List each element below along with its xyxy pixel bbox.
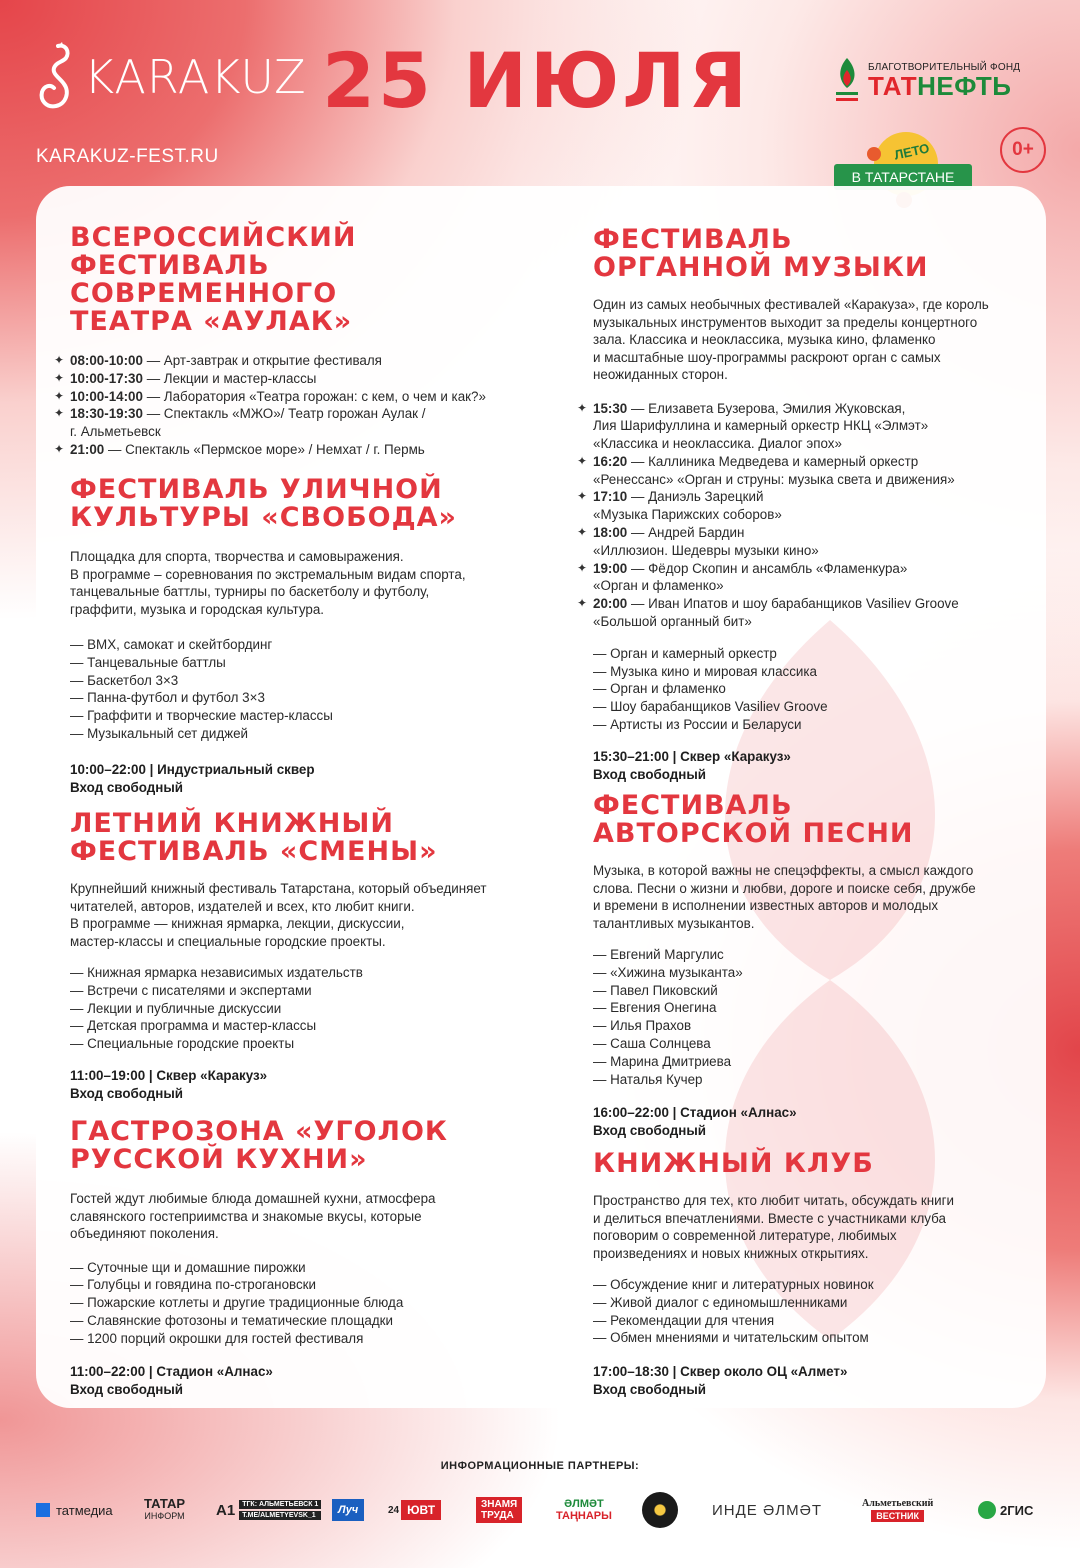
schedule-item: ✦ 18:30-19:30 — Спектакль «МЖО»/ Театр горожан Аулак / <box>54 406 426 422</box>
schedule-item: «Ренессанс» «Орган и струны: музыка света и движения» <box>593 471 955 487</box>
schedule-item: «Иллюзион. Шедевры музыки кино» <box>593 542 819 558</box>
list-item: — Лекции и публичные дискуссии <box>70 1000 282 1016</box>
partner-yuvt[interactable]: 24 ЮВТ <box>388 1490 441 1530</box>
partner-tatar-inform[interactable]: ТАТАР ИНФОРМ <box>144 1496 186 1521</box>
list-item: — Танцевальные баттлы <box>70 654 226 670</box>
event-date: 25 ИЮЛЯ <box>322 36 750 125</box>
section-song <box>593 792 1033 1140</box>
sponsor-name-b: НЕФТЬ <box>917 70 1012 101</box>
street-title: ФЕСТИВАЛЬ УЛИЧНОЙ КУЛЬТУРЫ «СВОБОДА» <box>70 474 457 533</box>
summer-top-text: ЛЕТО <box>892 140 931 163</box>
list-item: — Илья Прахов <box>593 1018 692 1034</box>
list-item: — Артисты из России и Беларуси <box>593 717 802 733</box>
aulak-title: ВСЕРОССИЙСКИЙ ФЕСТИВАЛЬ СОВРЕМЕННОГО ТЕАТРА «АУЛАК» <box>70 222 357 337</box>
song-items <box>593 946 1033 1088</box>
star-icon: ✦ <box>577 560 588 575</box>
star-icon: ✦ <box>577 489 588 504</box>
gastro-desc: Гостей ждут любимые блюда домашней кухни, атмосфера славянского гостеприимства и знакомые вкусы, которые объединяют поколения. <box>70 1191 436 1241</box>
tatmedia-icon <box>36 1503 50 1517</box>
list-item: — Орган и камерный оркестр <box>593 645 777 661</box>
partner-inde-almet[interactable]: ИНДЕ ӘЛМӘТ <box>712 1501 823 1519</box>
section-street <box>70 476 550 797</box>
list-item: — Граффити и творческие мастер-классы <box>70 708 333 724</box>
schedule-item: ✦ 19:00 — Фёдор Скопин и ансамбль «Фламенкура» <box>577 560 908 576</box>
partner-tatmedia[interactable]: татмедиа <box>36 1490 113 1530</box>
song-title: ФЕСТИВАЛЬ АВТОРСКОЙ ПЕСНИ <box>593 790 914 849</box>
schedule-item: ✦ 20:00 — Иван Ипатов и шоу барабанщиков Vasiliev Groove <box>577 596 959 612</box>
partner-round-logo[interactable] <box>642 1490 678 1530</box>
list-item: — Пожарские котлеты и другие традиционные блюда <box>70 1295 404 1311</box>
list-item: — Рекомендации для чтения <box>593 1312 775 1328</box>
list-item: — Евгения Онегина <box>593 1000 717 1016</box>
list-item: — Баскетбол 3×3 <box>70 672 179 688</box>
organ-items <box>593 645 1033 734</box>
list-item: — Наталья Кучер <box>593 1071 703 1087</box>
partners-title: ИНФОРМАЦИОННЫЕ ПАРТНЕРЫ: <box>440 1460 640 1472</box>
section-club <box>593 1150 1033 1399</box>
star-icon: ✦ <box>54 406 65 421</box>
section-gastro <box>70 1118 550 1399</box>
list-item: — Панна-футбол и футбол 3×3 <box>70 690 265 706</box>
list-item: — Орган и фламенко <box>593 681 726 697</box>
list-item: — «Хижина музыканта» <box>593 964 743 980</box>
schedule-item: ✦ 18:00 — Андрей Бардин <box>577 525 745 541</box>
swan-icon <box>36 42 80 112</box>
organ-entry: Вход свободный <box>593 766 707 782</box>
list-item: — Музыкальный сет диджей <box>70 725 249 741</box>
schedule-item: «Большой органный бит» <box>593 614 752 630</box>
star-icon: ✦ <box>54 370 65 385</box>
song-place: 16:00–22:00 | Стадион «Алнас» <box>593 1105 797 1121</box>
organ-title: ФЕСТИВАЛЬ ОРГАННОЙ МУЗЫКИ <box>593 224 929 283</box>
list-item: — BMX, самокат и скейтбординг <box>70 637 273 652</box>
site-link[interactable]: KARAKUZ-FEST.RU <box>36 146 219 167</box>
gastro-title: ГАСТРОЗОНА «УГОЛОК РУССКОЙ КУХНИ» <box>70 1116 448 1175</box>
list-item: — 1200 порций окрошки для гостей фестиваля <box>70 1330 364 1346</box>
section-organ <box>577 224 1033 784</box>
street-entry: Вход свободный <box>70 779 184 795</box>
list-item: — Обсуждение книг и литературных новинок <box>593 1277 874 1292</box>
schedule-item: «Орган и фламенко» <box>593 578 724 594</box>
partners-row <box>36 1490 1048 1530</box>
schedule-item: ✦ 17:10 — Даниэль Зарецкий <box>577 489 764 505</box>
tatneft-flame-icon <box>832 56 862 104</box>
schedule-item: ✦ 21:00 — Спектакль «Пермское море» / Немхат / г. Пермь <box>54 441 425 457</box>
logo-text: KARAKUZ <box>84 50 307 104</box>
schedule-item: ✦ 10:00-14:00 — Лаборатория «Театра горожан: с кем, о чем и как?» <box>54 388 486 404</box>
karakuz-logo[interactable] <box>36 42 307 112</box>
books-entry: Вход свободный <box>70 1085 184 1101</box>
organ-desc: Один из самых необычных фестивалей «Каракуза», где король музыкальных инструментов выходит за пределы концертного зала. Классика и неоклассика, музыка кино, фламенко и масштабные шоу-программы раскроют орган с самых неожиданных сторон. <box>593 297 989 382</box>
gastro-entry: Вход свободный <box>70 1382 184 1398</box>
list-item: — Обмен мнениями и читательским опытом <box>593 1330 869 1346</box>
list-item: — Саша Солнцева <box>593 1035 711 1051</box>
partner-vestnik[interactable]: Альметьевский ВЕСТНИК <box>862 1498 934 1521</box>
club-items <box>593 1276 1033 1347</box>
list-item: — Павел Пиковский <box>593 982 718 998</box>
aulak-schedule <box>54 352 550 459</box>
sponsor-name <box>868 70 1020 101</box>
list-item: — Детская программа и мастер-классы <box>70 1018 317 1034</box>
song-desc: Музыка, в которой важны не спецэффекты, а смысл каждого слова. Песни о жизни и любви, дороге и поиске себя, дружбе и времени в исполнении известных авторов и молодых талантливых музыкантов. <box>593 863 976 931</box>
list-item: — Голубцы и говядина по-строгановски <box>70 1277 317 1293</box>
organ-schedule <box>577 400 1033 631</box>
schedule-item: ✦ 10:00-17:30 — Лекции и мастер-классы <box>54 370 317 386</box>
list-item: — Евгений Маргулис <box>593 947 724 962</box>
sponsor-subtitle: БЛАГОТВОРИТЕЛЬНЫЙ ФОНД <box>868 61 1021 73</box>
schedule-item: г. Альметьевск <box>70 424 161 440</box>
schedule-item: ✦ 16:20 — Каллиника Медведева и камерный оркестр <box>577 453 919 469</box>
list-item: — Суточные щи и домашние пирожки <box>70 1259 306 1275</box>
star-icon: ✦ <box>54 441 65 456</box>
2gis-icon <box>978 1501 996 1519</box>
list-item: — Специальные городские проекты <box>70 1036 295 1052</box>
club-title: КНИЖНЫЙ КЛУБ <box>593 1148 874 1179</box>
summer-main-text: В ТАТАРСТАНЕ <box>834 164 972 190</box>
list-item: — Музыка кино и мировая классика <box>593 663 817 679</box>
list-item: — Книжная ярмарка независимых издательств <box>70 965 363 980</box>
books-desc: Крупнейший книжный фестиваль Татарстана, который объединяет читателей, авторов, издателей и всех, кто любит книги. В программе — книжная ярмарка, лекции, дискуссии, мастер-классы и специальные городские проекты. <box>70 881 487 949</box>
books-title: ЛЕТНИЙ КНИЖНЫЙ ФЕСТИВАЛЬ «СМЕНЫ» <box>70 808 438 867</box>
star-icon: ✦ <box>54 353 65 367</box>
club-entry: Вход свободный <box>593 1382 707 1398</box>
schedule-item: ✦ 08:00-10:00 — Арт-завтрак и открытие фестиваля <box>54 353 382 368</box>
club-place: 17:00–18:30 | Сквер около ОЦ «Алмет» <box>593 1364 848 1380</box>
books-items <box>70 964 550 1053</box>
schedule-item: Лия Шарифуллина и камерный оркестр НКЦ «Элмэт» <box>593 418 929 434</box>
sponsor-name-a: ТАТ <box>868 70 918 101</box>
list-item: — Живой диалог с единомышленниками <box>593 1294 848 1310</box>
street-desc: Площадка для спорта, творчества и самовыражения. В программе – соревнования по экстремальным видам спорта, танцевальные баттлы, турниры по баскетболу и футболу, граффити, музыка и городская культура. <box>70 549 466 617</box>
schedule-item: ✦ 15:30 — Елизавета Бузерова, Эмилия Жуковская, <box>577 400 906 416</box>
star-icon: ✦ <box>577 400 588 415</box>
street-place: 10:00–22:00 | Индустриальный сквер <box>70 761 315 777</box>
list-item: — Встречи с писателями и экспертами <box>70 982 312 998</box>
gastro-items <box>70 1259 550 1348</box>
books-place: 11:00–19:00 | Сквер «Каракуз» <box>70 1067 268 1083</box>
list-item: — Славянские фотозоны и тематические площадки <box>70 1312 393 1328</box>
partner-luch[interactable]: Луч <box>332 1490 364 1530</box>
partner-almetyevsk1[interactable]: А1 ТГК: АЛЬМЕТЬЕВСК 1 T.ME/ALMETYEVSK_1 <box>216 1490 321 1530</box>
star-icon: ✦ <box>577 453 588 468</box>
gastro-place: 11:00–22:00 | Стадион «Алнас» <box>70 1364 273 1380</box>
song-entry: Вход свободный <box>593 1123 707 1139</box>
partner-2gis[interactable]: 2ГИС <box>978 1490 1033 1530</box>
star-icon: ✦ <box>577 596 588 611</box>
partner-znamya-truda[interactable]: ЗНАМЯ ТРУДА <box>476 1490 522 1530</box>
organ-place: 15:30–21:00 | Сквер «Каракуз» <box>593 748 791 764</box>
street-items <box>70 636 550 743</box>
schedule-item: «Музыка Парижских соборов» <box>593 507 782 523</box>
age-rating-badge: 0+ <box>1000 127 1046 173</box>
schedule-item: «Классика и неоклассика. Диалог эпох» <box>593 436 842 452</box>
star-icon: ✦ <box>577 525 588 540</box>
round-logo-icon <box>642 1492 678 1528</box>
club-desc: Пространство для тех, кто любит читать, обсуждать книги и делиться впечатлениями. Вместе с участниками клуба поговорим о современной литературе, любимых произведениях и новых книжных открытиях. <box>593 1193 954 1261</box>
list-item: — Марина Дмитриева <box>593 1053 732 1069</box>
section-aulak <box>54 222 550 459</box>
tatneft-logo[interactable] <box>832 56 1020 104</box>
partner-almet-tannary[interactable]: ӘЛМӘТ ТАҢНАРЫ <box>556 1498 612 1522</box>
star-icon: ✦ <box>54 388 65 403</box>
list-item: — Шоу барабанщиков Vasiliev Groove <box>593 699 828 715</box>
section-books <box>70 810 550 1103</box>
